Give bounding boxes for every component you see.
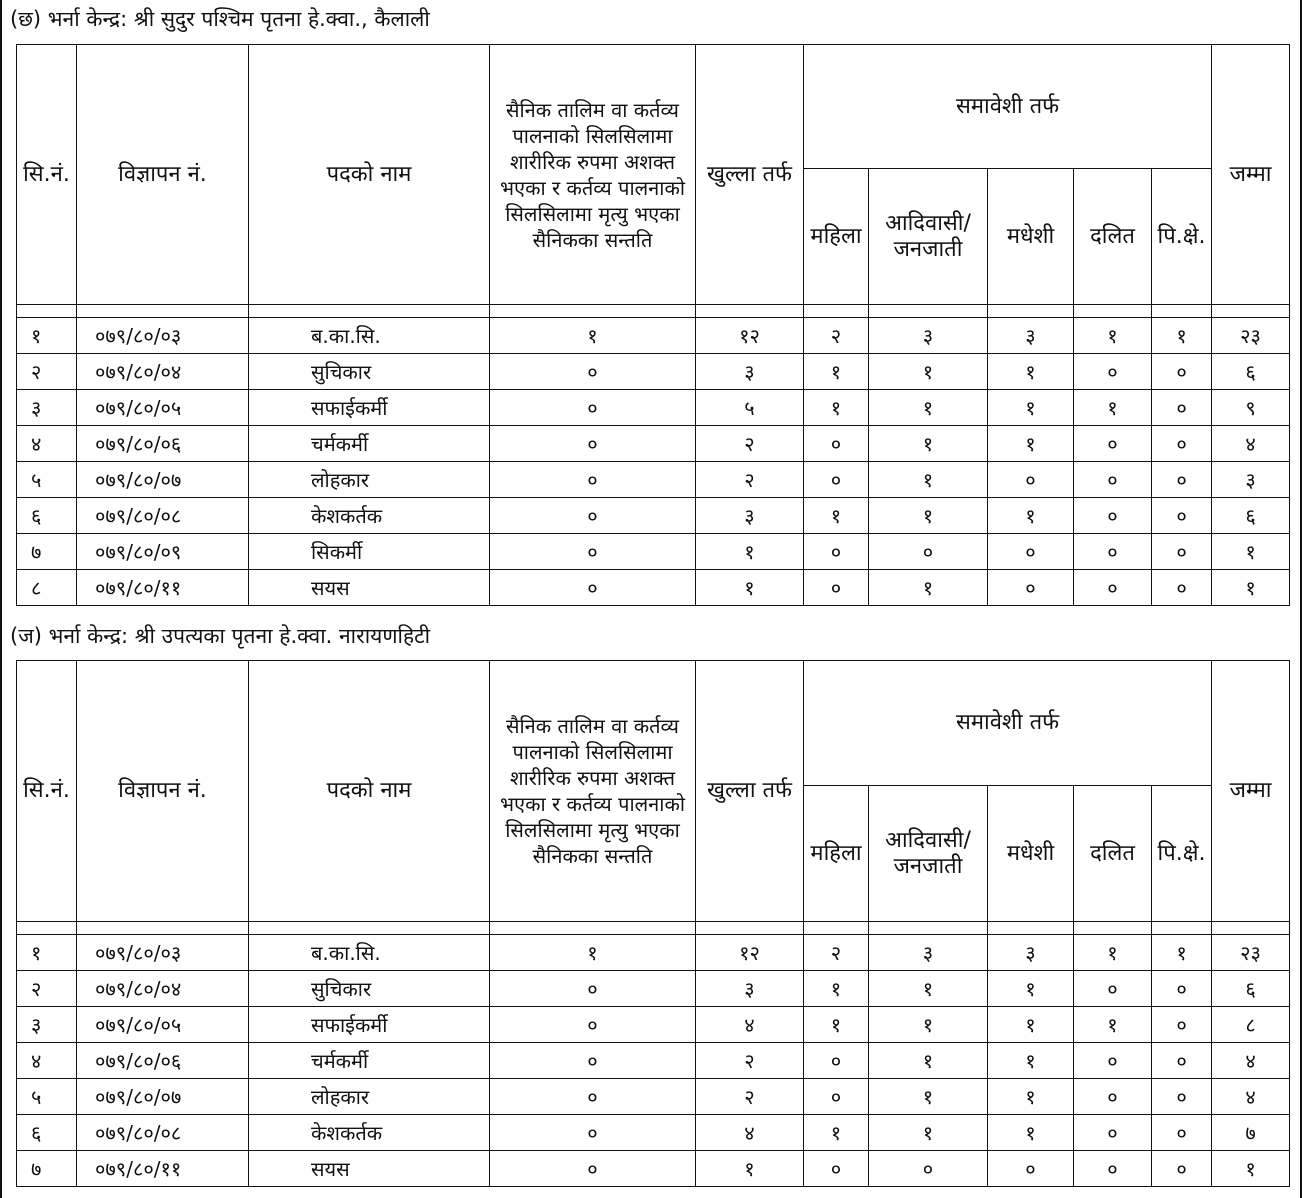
cell-martyr-count: ० xyxy=(490,1043,696,1079)
header-total: जम्मा xyxy=(1212,661,1290,922)
cell-dalit-count: १ xyxy=(1074,390,1152,426)
cell-total-count: ४ xyxy=(1212,1079,1290,1115)
cell-serial-number: ६ xyxy=(17,498,77,534)
table-row xyxy=(17,1043,1290,1079)
table-header xyxy=(17,45,1290,305)
cell-martyr-count: ० xyxy=(490,426,696,462)
cell-dalit-count: १ xyxy=(1074,1007,1152,1043)
cell-post-name: ब.का.सि. xyxy=(249,318,490,354)
header-adivasi-janajati: आदिवासी/ जनजाती xyxy=(869,786,988,922)
cell-martyr-count: ० xyxy=(490,1079,696,1115)
cell-madhesi-count: १ xyxy=(988,354,1074,390)
cell-adivasi-count: १ xyxy=(869,971,988,1007)
cell-open-count: २ xyxy=(696,462,804,498)
cell-serial-number: ३ xyxy=(17,390,77,426)
cell-adivasi-count: १ xyxy=(869,1043,988,1079)
cell-post-name: सुचिकार xyxy=(249,971,490,1007)
cell-advertisement-number: ०७९/८०/०७ xyxy=(77,1079,249,1115)
cell-serial-number: ७ xyxy=(17,1151,77,1187)
cell-open-count: ४ xyxy=(696,1115,804,1151)
cell-total-count: ३ xyxy=(1212,462,1290,498)
cell-open-count: १ xyxy=(696,534,804,570)
header-backward-region: पि.क्षे. xyxy=(1152,169,1212,305)
cell-women-count: ० xyxy=(804,1151,869,1187)
cell-women-count: १ xyxy=(804,354,869,390)
cell-backward-count: ० xyxy=(1152,426,1212,462)
cell-backward-count: ० xyxy=(1152,534,1212,570)
cell-advertisement-number: ०७९/८०/०८ xyxy=(77,1115,249,1151)
cell-advertisement-number: ०७९/८०/०४ xyxy=(77,971,249,1007)
cell-post-name: चर्मकर्मी xyxy=(249,1043,490,1079)
cell-open-count: १ xyxy=(696,570,804,606)
section-title: (ज) भर्ना केन्द्र: श्री उपत्यका पृतना हे.क्वा. नारायणहिटी xyxy=(10,624,431,648)
cell-backward-count: ० xyxy=(1152,498,1212,534)
cell-total-count: १ xyxy=(1212,534,1290,570)
cell-backward-count: ० xyxy=(1152,1043,1212,1079)
cell-advertisement-number: ०७९/८०/०७ xyxy=(77,462,249,498)
cell-backward-count: ० xyxy=(1152,462,1212,498)
cell-backward-count: १ xyxy=(1152,318,1212,354)
header-backward-region: पि.क्षे. xyxy=(1152,786,1212,922)
cell-serial-number: ६ xyxy=(17,1115,77,1151)
cell-dalit-count: ० xyxy=(1074,354,1152,390)
cell-dalit-count: ० xyxy=(1074,1079,1152,1115)
cell-adivasi-count: १ xyxy=(869,570,988,606)
cell-post-name: चर्मकर्मी xyxy=(249,426,490,462)
cell-martyr-count: ० xyxy=(490,1007,696,1043)
cell-post-name: केशकर्तक xyxy=(249,498,490,534)
table-row xyxy=(17,1151,1290,1187)
cell-advertisement-number: ०७९/८०/११ xyxy=(77,570,249,606)
table-row xyxy=(17,390,1290,426)
cell-post-name: सफाईकर्मी xyxy=(249,1007,490,1043)
cell-post-name: सफाईकर्मी xyxy=(249,390,490,426)
cell-dalit-count: ० xyxy=(1074,971,1152,1007)
cell-serial-number: ५ xyxy=(17,462,77,498)
cell-serial-number: २ xyxy=(17,971,77,1007)
cell-advertisement-number: ०७९/८०/०६ xyxy=(77,426,249,462)
cell-adivasi-count: १ xyxy=(869,390,988,426)
cell-adivasi-count: ३ xyxy=(869,318,988,354)
cell-advertisement-number: ०७९/८०/०३ xyxy=(77,318,249,354)
table-row xyxy=(17,534,1290,570)
cell-women-count: १ xyxy=(804,1115,869,1151)
cell-women-count: १ xyxy=(804,390,869,426)
cell-adivasi-count: १ xyxy=(869,1115,988,1151)
cell-total-count: ६ xyxy=(1212,498,1290,534)
cell-adivasi-count: १ xyxy=(869,462,988,498)
cell-backward-count: ० xyxy=(1152,1007,1212,1043)
cell-post-name: सयस xyxy=(249,570,490,606)
cell-madhesi-count: १ xyxy=(988,1007,1074,1043)
cell-madhesi-count: १ xyxy=(988,1115,1074,1151)
cell-backward-count: ० xyxy=(1152,570,1212,606)
cell-women-count: ० xyxy=(804,570,869,606)
table-row xyxy=(17,570,1290,606)
cell-madhesi-count: ० xyxy=(988,570,1074,606)
cell-dalit-count: ० xyxy=(1074,462,1152,498)
cell-total-count: १ xyxy=(1212,1151,1290,1187)
cell-women-count: ० xyxy=(804,426,869,462)
header-serial-number: सि.नं. xyxy=(17,45,77,305)
cell-open-count: १ xyxy=(696,1151,804,1187)
cell-serial-number: ८ xyxy=(17,570,77,606)
cell-women-count: १ xyxy=(804,971,869,1007)
cell-women-count: ० xyxy=(804,1043,869,1079)
cell-backward-count: ० xyxy=(1152,1151,1212,1187)
cell-total-count: ९ xyxy=(1212,390,1290,426)
cell-madhesi-count: ३ xyxy=(988,318,1074,354)
header-post-name: पदको नाम xyxy=(249,45,490,305)
table-body xyxy=(17,922,1290,1187)
cell-open-count: २ xyxy=(696,426,804,462)
header-advertisement-number: विज्ञापन नं. xyxy=(77,45,249,305)
cell-open-count: १२ xyxy=(696,935,804,971)
cell-martyr-count: ० xyxy=(490,534,696,570)
cell-total-count: ८ xyxy=(1212,1007,1290,1043)
cell-open-count: २ xyxy=(696,1079,804,1115)
cell-open-count: ४ xyxy=(696,1007,804,1043)
cell-adivasi-count: १ xyxy=(869,1079,988,1115)
cell-women-count: ० xyxy=(804,1079,869,1115)
cell-madhesi-count: ० xyxy=(988,462,1074,498)
cell-adivasi-count: ० xyxy=(869,534,988,570)
cell-women-count: २ xyxy=(804,935,869,971)
cell-dalit-count: १ xyxy=(1074,935,1152,971)
cell-advertisement-number: ०७९/८०/०९ xyxy=(77,534,249,570)
cell-total-count: ६ xyxy=(1212,354,1290,390)
table-row xyxy=(17,426,1290,462)
cell-total-count: ७ xyxy=(1212,1115,1290,1151)
cell-advertisement-number: ०७९/८०/०८ xyxy=(77,498,249,534)
cell-open-count: १२ xyxy=(696,318,804,354)
cell-madhesi-count: ० xyxy=(988,1151,1074,1187)
cell-advertisement-number: ०७९/८०/०३ xyxy=(77,935,249,971)
cell-open-count: ३ xyxy=(696,971,804,1007)
cell-post-name: सुचिकार xyxy=(249,354,490,390)
cell-open-count: ५ xyxy=(696,390,804,426)
table-row xyxy=(17,1079,1290,1115)
header-inclusive-category: समावेशी तर्फ xyxy=(804,45,1212,169)
cell-adivasi-count: १ xyxy=(869,498,988,534)
cell-dalit-count: ० xyxy=(1074,426,1152,462)
cell-serial-number: ५ xyxy=(17,1079,77,1115)
cell-martyr-count: ० xyxy=(490,971,696,1007)
cell-post-name: लोहकार xyxy=(249,462,490,498)
cell-women-count: १ xyxy=(804,498,869,534)
table-header xyxy=(17,661,1290,922)
header-open-category: खुल्ला तर्फ xyxy=(696,45,804,305)
cell-madhesi-count: १ xyxy=(988,1079,1074,1115)
cell-madhesi-count: १ xyxy=(988,390,1074,426)
header-inclusive-category: समावेशी तर्फ xyxy=(804,661,1212,786)
cell-martyr-count: १ xyxy=(490,318,696,354)
cell-open-count: ३ xyxy=(696,498,804,534)
recruitment-table xyxy=(16,44,1290,606)
cell-serial-number: १ xyxy=(17,935,77,971)
table-row xyxy=(17,498,1290,534)
cell-adivasi-count: १ xyxy=(869,354,988,390)
cell-serial-number: ३ xyxy=(17,1007,77,1043)
cell-madhesi-count: १ xyxy=(988,426,1074,462)
cell-backward-count: ० xyxy=(1152,971,1212,1007)
table-row xyxy=(17,935,1290,971)
cell-post-name: सयस xyxy=(249,1151,490,1187)
cell-serial-number: ७ xyxy=(17,534,77,570)
header-total: जम्मा xyxy=(1212,45,1290,305)
cell-backward-count: ० xyxy=(1152,1079,1212,1115)
cell-adivasi-count: ३ xyxy=(869,935,988,971)
cell-dalit-count: १ xyxy=(1074,318,1152,354)
cell-dalit-count: ० xyxy=(1074,1115,1152,1151)
cell-serial-number: १ xyxy=(17,318,77,354)
cell-dalit-count: ० xyxy=(1074,570,1152,606)
table-row xyxy=(17,971,1290,1007)
cell-total-count: १ xyxy=(1212,570,1290,606)
header-women: महिला xyxy=(804,169,869,305)
cell-advertisement-number: ०७९/८०/०६ xyxy=(77,1043,249,1079)
cell-post-name: केशकर्तक xyxy=(249,1115,490,1151)
header-martyr-category: सैनिक तालिम वा कर्तव्य पालनाको सिलसिलामा शारीरिक रुपमा अशक्त भएका र कर्तव्य पालनाको सिलसिलामा मृत्यु भएका सैनिकका सन्तति xyxy=(490,661,696,922)
table-row xyxy=(17,1115,1290,1151)
cell-martyr-count: ० xyxy=(490,498,696,534)
table-row xyxy=(17,1007,1290,1043)
cell-madhesi-count: १ xyxy=(988,971,1074,1007)
cell-women-count: १ xyxy=(804,1007,869,1043)
cell-dalit-count: ० xyxy=(1074,498,1152,534)
cell-martyr-count: ० xyxy=(490,462,696,498)
cell-martyr-count: ० xyxy=(490,1115,696,1151)
header-dalit: दलित xyxy=(1074,169,1152,305)
cell-madhesi-count: ३ xyxy=(988,935,1074,971)
cell-open-count: २ xyxy=(696,1043,804,1079)
cell-martyr-count: १ xyxy=(490,935,696,971)
table-row xyxy=(17,462,1290,498)
cell-dalit-count: ० xyxy=(1074,1043,1152,1079)
cell-madhesi-count: १ xyxy=(988,1043,1074,1079)
cell-serial-number: २ xyxy=(17,354,77,390)
section-title: (छ) भर्ना केन्द्र: श्री सुदुर पश्चिम पृतना हे.क्वा., कैलाली xyxy=(10,7,430,31)
table-row xyxy=(17,354,1290,390)
recruitment-table xyxy=(16,660,1290,1187)
header-post-name: पदको नाम xyxy=(249,661,490,922)
cell-women-count: ० xyxy=(804,534,869,570)
table-body xyxy=(17,305,1290,606)
cell-backward-count: ० xyxy=(1152,354,1212,390)
cell-total-count: ४ xyxy=(1212,1043,1290,1079)
header-madhesi: मधेशी xyxy=(988,169,1074,305)
header-adivasi-janajati: आदिवासी/ जनजाती xyxy=(869,169,988,305)
cell-backward-count: ० xyxy=(1152,390,1212,426)
cell-dalit-count: ० xyxy=(1074,534,1152,570)
header-martyr-category: सैनिक तालिम वा कर्तव्य पालनाको सिलसिलामा शारीरिक रुपमा अशक्त भएका र कर्तव्य पालनाको सिलसिलामा मृत्यु भएका सैनिकका सन्तति xyxy=(490,45,696,305)
cell-martyr-count: ० xyxy=(490,390,696,426)
cell-advertisement-number: ०७९/८०/०५ xyxy=(77,1007,249,1043)
table-spacer-row xyxy=(17,305,1290,318)
header-serial-number: सि.नं. xyxy=(17,661,77,922)
cell-backward-count: ० xyxy=(1152,1115,1212,1151)
header-women: महिला xyxy=(804,786,869,922)
cell-martyr-count: ० xyxy=(490,1151,696,1187)
cell-adivasi-count: १ xyxy=(869,426,988,462)
cell-madhesi-count: ० xyxy=(988,534,1074,570)
cell-women-count: २ xyxy=(804,318,869,354)
cell-adivasi-count: १ xyxy=(869,1007,988,1043)
cell-adivasi-count: ० xyxy=(869,1151,988,1187)
cell-open-count: ३ xyxy=(696,354,804,390)
cell-women-count: ० xyxy=(804,462,869,498)
cell-advertisement-number: ०७९/८०/०४ xyxy=(77,354,249,390)
header-dalit: दलित xyxy=(1074,786,1152,922)
cell-total-count: ४ xyxy=(1212,426,1290,462)
cell-martyr-count: ० xyxy=(490,570,696,606)
cell-serial-number: ४ xyxy=(17,426,77,462)
cell-post-name: सिकर्मी xyxy=(249,534,490,570)
header-open-category: खुल्ला तर्फ xyxy=(696,661,804,922)
cell-total-count: ६ xyxy=(1212,971,1290,1007)
header-advertisement-number: विज्ञापन नं. xyxy=(77,661,249,922)
cell-advertisement-number: ०७९/८०/११ xyxy=(77,1151,249,1187)
table-spacer-row xyxy=(17,922,1290,935)
cell-backward-count: १ xyxy=(1152,935,1212,971)
cell-dalit-count: ० xyxy=(1074,1151,1152,1187)
table-row xyxy=(17,318,1290,354)
cell-serial-number: ४ xyxy=(17,1043,77,1079)
cell-martyr-count: ० xyxy=(490,354,696,390)
cell-post-name: लोहकार xyxy=(249,1079,490,1115)
cell-advertisement-number: ०७९/८०/०५ xyxy=(77,390,249,426)
cell-madhesi-count: १ xyxy=(988,498,1074,534)
cell-total-count: २३ xyxy=(1212,935,1290,971)
cell-post-name: ब.का.सि. xyxy=(249,935,490,971)
cell-total-count: २३ xyxy=(1212,318,1290,354)
header-madhesi: मधेशी xyxy=(988,786,1074,922)
